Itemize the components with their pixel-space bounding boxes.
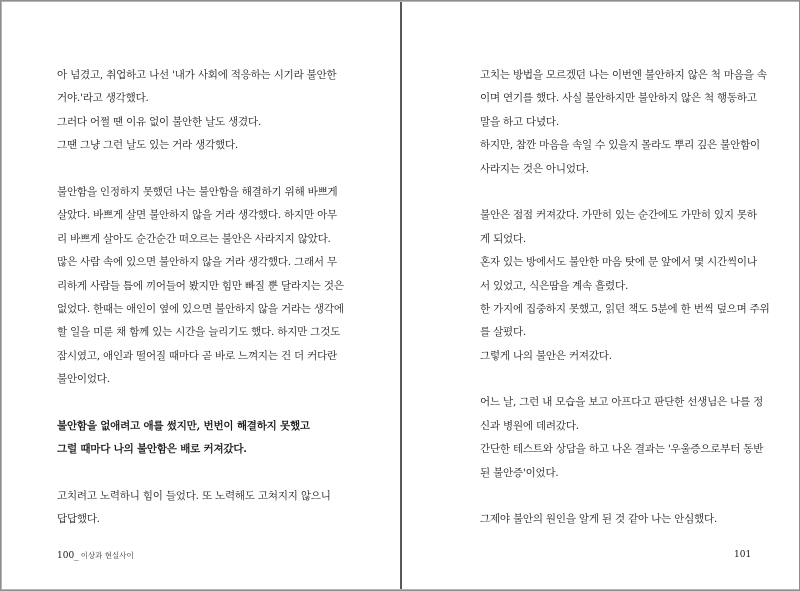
text-line: 그제야 불안의 원인을 알게 된 것 같아 나는 안심했다.	[480, 513, 718, 526]
text-line: 간단한 테스트와 상담을 하고 나온 결과는 '우울증으로부터 동반	[480, 443, 764, 456]
paragraph-gap	[480, 181, 780, 204]
text-line: 그땐 그냥 그런 날도 있는 거라 생각했다.	[57, 139, 239, 152]
text-line: 답답했다.	[57, 513, 100, 526]
right-page	[402, 2, 799, 589]
text-line: 고치려고 노력하니 힘이 들었다. 또 노력해도 고쳐지지 않으니	[57, 490, 331, 503]
emphasized-line: 그럴 때마다 나의 불안함은 배로 커져갔다.	[57, 443, 247, 456]
text-line: 거야.'라고 생각했다.	[57, 92, 149, 105]
text-line: 서 있었고, 식은땀을 계속 흘렸다.	[480, 279, 629, 292]
text-line: 그러다 어쩔 땐 이유 없이 불안한 날도 생겼다.	[57, 115, 262, 128]
text-line: 사라지는 것은 아니었다.	[480, 162, 589, 175]
text-line: 리하게 사람들 틈에 끼어들어 봤지만 힘만 빠질 뿐 달라지는 것은	[57, 279, 344, 292]
text-line: 불안은 점점 커져갔다. 가만히 있는 순간에도 가만히 있지 못하	[480, 209, 757, 222]
text-line: 많은 사람 속에 있으면 불안하지 않을 거라 생각했다. 그래서 무	[57, 256, 337, 269]
text-line: 잠시였고, 애인과 떨어질 때마다 곧 바로 느껴지는 건 더 커다란	[57, 349, 337, 362]
left-folio	[57, 550, 134, 561]
text-line: 신과 병원에 데려갔다.	[480, 419, 579, 432]
right-page-number: 101	[734, 550, 752, 560]
left-page	[2, 2, 400, 589]
text-line: 살았다. 바쁘게 살면 불안하지 않을 거라 생각했다. 하지만 아무	[57, 209, 337, 222]
text-line: 없었다. 한때는 애인이 옆에 있으면 불안하지 않을 거라는 생각에	[57, 302, 344, 315]
text-line: 어느 날, 그런 내 모습을 보고 아프다고 판단한 선생님은 나를 정	[480, 396, 764, 409]
text-line: 하지만, 참깐 마음을 속일 수 있을지 몰라도 뿌리 깊은 불안함이	[480, 139, 760, 152]
text-line: 그렇게 나의 불안은 커져갔다.	[480, 349, 612, 362]
text-line: 리 바쁘게 살아도 순간순간 떠오르는 불안은 사라지지 않았다.	[57, 232, 331, 245]
text-line: 한 가지에 집중하지 못했고, 읽던 책도 5분에 한 번씩 덮으며 주위	[480, 302, 770, 315]
right-page-body	[480, 64, 780, 532]
text-line: 혼자 있는 방에서도 불안한 마음 탓에 문 앞에서 몇 시간씩이나	[480, 256, 757, 269]
text-line: 불안이었다.	[57, 373, 110, 386]
paragraph-gap	[57, 462, 357, 485]
text-line: 불안함을 인정하지 못했던 나는 불안함을 해결하기 위해 바쁘게	[57, 185, 338, 198]
text-line: 할 일을 미룬 채 함께 있는 시간을 늘리기도 했다. 하지만 그것도	[57, 326, 341, 339]
book-spread	[1, 1, 799, 590]
text-line: 게 되었다.	[480, 232, 527, 245]
running-title: 이상과 현실사이	[80, 551, 134, 560]
text-line: 고치는 방법을 모르겠던 나는 이번엔 불안하지 않은 척 마음을 속	[480, 69, 767, 81]
paragraph-gap	[480, 368, 780, 391]
paragraph-gap	[57, 391, 357, 414]
emphasized-line: 불안함을 없애려고 애를 썼지만, 번번이 해결하지 못했고	[57, 419, 310, 432]
text-line: 된 불안증'이었다.	[480, 466, 559, 479]
text-line: 를 살폈다.	[480, 326, 527, 339]
left-page-number: 100_	[57, 551, 79, 561]
paragraph-gap	[480, 485, 780, 508]
text-line: 아 넘겼고, 취업하고 나선 '내가 사회에 적응하는 시기라 불안한	[57, 69, 337, 81]
paragraph-gap	[57, 158, 357, 181]
left-page-body	[57, 64, 357, 532]
text-line: 말을 하고 다녔다.	[480, 115, 560, 128]
text-line: 이며 연기를 했다. 사실 불안하지만 불안하지 않은 척 행동하고	[480, 92, 757, 105]
